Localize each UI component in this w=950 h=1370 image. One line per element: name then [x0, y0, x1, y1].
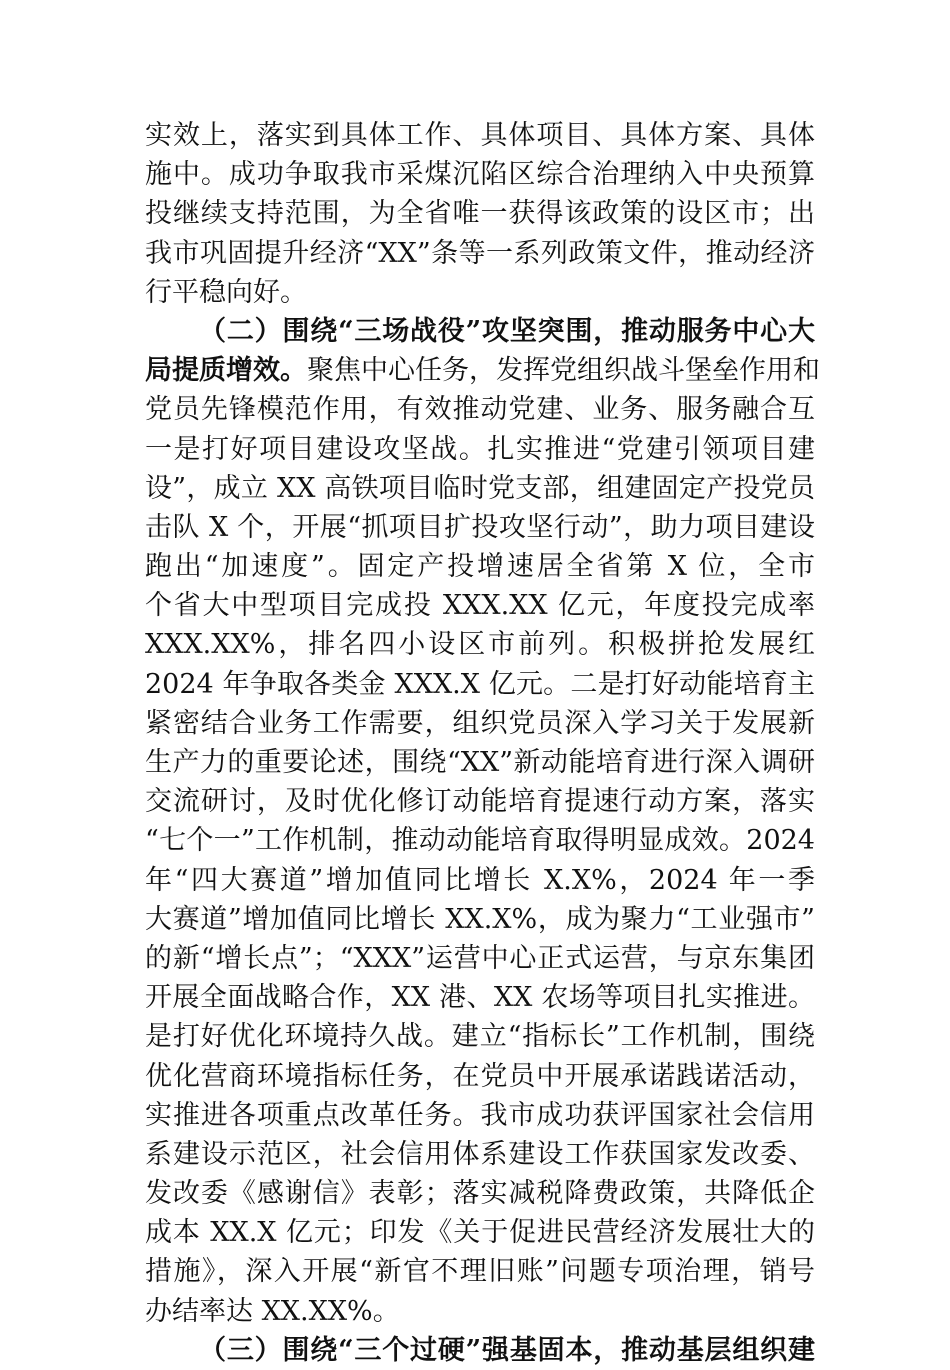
text-line: 一是打好项目建设攻坚战。扎实推进“党建引领项目建 [145, 433, 815, 465]
text-line: 实推进各项重点改革任务。我市成功获评国家社会信用 [145, 1099, 815, 1131]
text-line: XXX.XX%，排名四小设区市前列。积极拼抢发展红 [145, 629, 815, 661]
body-text [145, 116, 820, 1370]
text-line: 系建设示范区，社会信用体系建设工作获国家发改委、 [145, 1138, 815, 1170]
text-line-cont: 聚焦中心任务，发挥党组织战斗堡垒作用和 [307, 355, 820, 387]
text-line: 我市巩固提升经济“XX”条等一系列政策文件，推动经济 [145, 237, 815, 269]
text-line: 生产力的重要论述，围绕“XX”新动能培育进行深入调研 [145, 747, 815, 778]
text-line: 办结率达 XX.XX%。 [145, 1295, 400, 1327]
section-heading-2-cont: 局提质增效。 [145, 355, 307, 387]
text-line: 击队 X 个，开展“抓项目扩投攻坚行动”，助力项目建设 [145, 511, 815, 543]
text-line: 发改委《感谢信》表彰；落实减税降费政策，共降低企 [145, 1178, 815, 1210]
text-line [145, 351, 820, 390]
text-line: 党员先锋模范作用，有效推动党建、业务、服务融合互 [145, 394, 815, 426]
text-line: 跑出“加速度”。固定产投增速居全省第 X 位，全市 [145, 551, 815, 583]
text-line: 行平稳向好。 [145, 276, 307, 308]
text-line: 成本 XX.X 亿元；印发《关于促进民营经济发展壮大的 [145, 1217, 815, 1249]
text-line: 设”，成立 XX 高铁项目临时党支部，组建固定产投党员 [145, 472, 815, 504]
text-line: 开展全面战略合作，XX 港、XX 农场等项目扎实推进。 [145, 982, 815, 1014]
text-line: 是打好优化环境持久战。建立“指标长”工作机制，围绕 [145, 1021, 815, 1053]
text-line: 的新“增长点”；“XXX”运营中心正式运营，与京东集团 [145, 942, 815, 974]
section-heading-2: （二）围绕“三场战役”攻坚突围，推动服务中心大 [199, 315, 815, 347]
text-line: 施中。成功争取我市采煤沉陷区综合治理纳入中央预算 [145, 159, 815, 191]
text-line: 实效上，落实到具体工作、具体项目、具体方案、具体 [145, 120, 815, 151]
text-line: 个省大中型项目完成投 XXX.XX 亿元，年度投完成率 [145, 590, 815, 622]
text-line: 优化营商环境指标任务，在党员中开展承诺践诺活动， [145, 1060, 815, 1092]
text-line: 紧密结合业务工作需要，组织党员深入学习关于发展新 [145, 707, 815, 739]
text-line: 大赛道”增加值同比增长 XX.X%，成为聚力“工业强市” [145, 903, 815, 935]
section-heading-3: （三）围绕“三个过硬”强基固本，推动基层组织建 [199, 1334, 815, 1366]
text-line: 年“四大赛道”增加值同比增长 X.X%，2024 年一季 [145, 864, 815, 896]
text-line: 措施》，深入开展“新官不理旧账”问题专项治理，销号 [145, 1256, 815, 1288]
text-line: “七个一”工作机制，推动动能培育取得明显成效。2024 [145, 825, 815, 857]
text-line: 2024 年争取各类金 XXX.X 亿元。二是打好动能培育主 [145, 668, 815, 700]
text-line: 投继续支持范围，为全省唯一获得该政策的设区市；出 [145, 198, 815, 230]
text-line: 交流研讨，及时优化修订动能培育提速行动方案，落实 [145, 786, 815, 818]
